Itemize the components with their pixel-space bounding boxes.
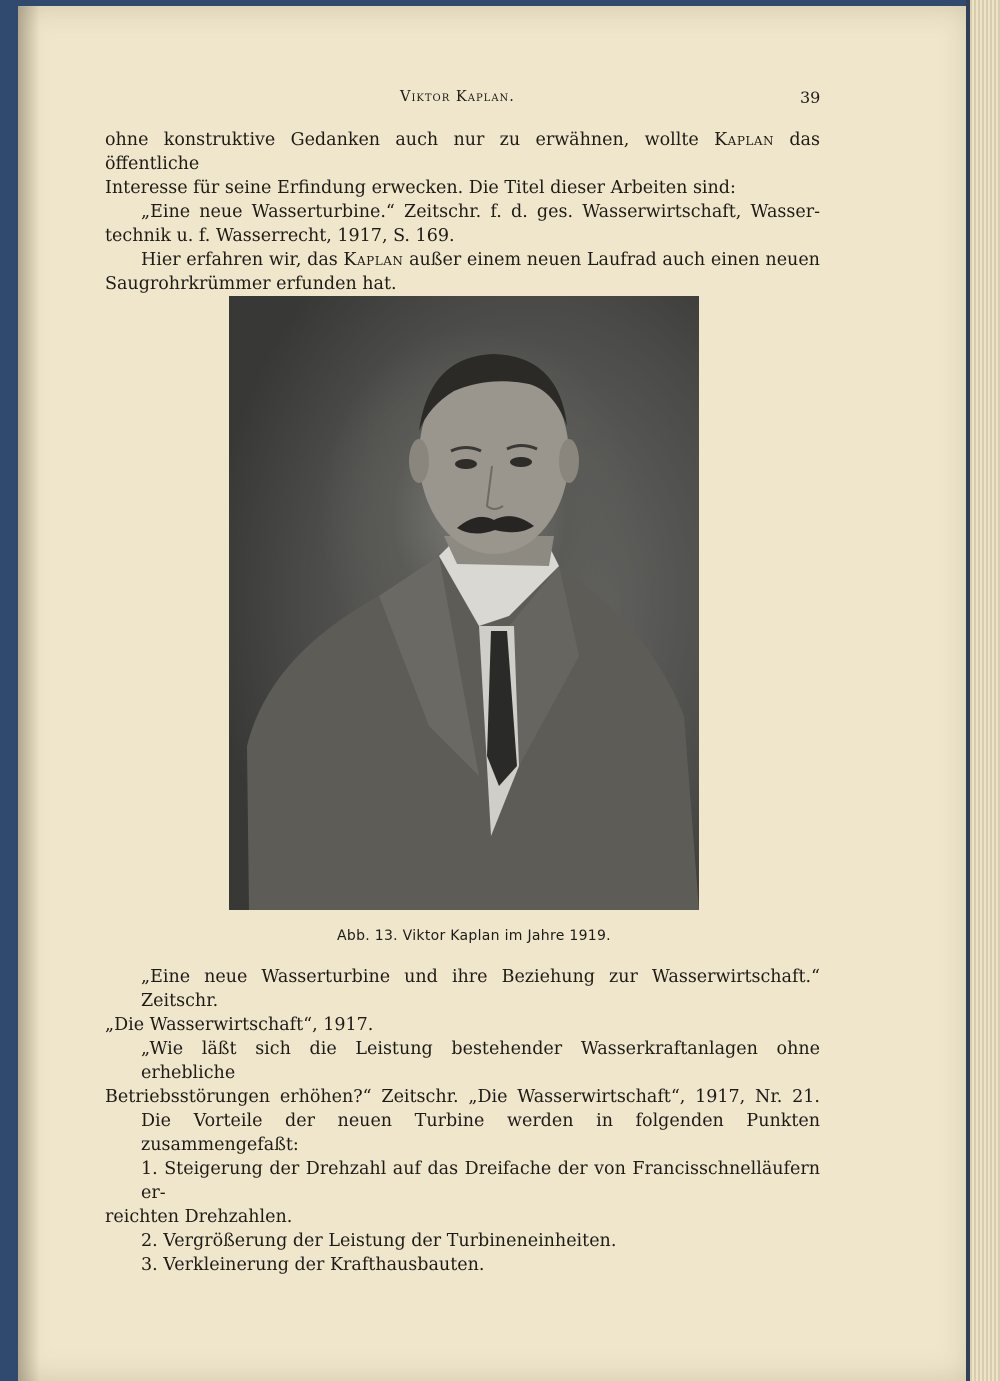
name-kaplan: Kaplan <box>714 130 775 150</box>
text-line: Die Vorteile der neuen Turbine werden in folgenden Punkten zusammengefaßt: <box>141 1111 820 1155</box>
portrait-photo <box>229 296 699 910</box>
text-line: Interesse für seine Erfindung erwecken. Die Titel dieser Arbeiten sind: <box>105 178 736 198</box>
text-line: „Die Wasserwirtschaft“, 1917. <box>105 1015 374 1035</box>
page-edges <box>970 0 1000 1381</box>
name-kaplan: Kaplan <box>343 250 404 270</box>
text-line: „Eine neue Wasserturbine und ihre Beziehung zur Wasserwirtschaft.“ Zeitschr. <box>141 967 820 1011</box>
list-item-1: 1. Steigerung der Drehzahl auf das Dreifache der von Francisschnelläufern er- <box>141 1159 820 1203</box>
paragraph-top <box>105 128 820 296</box>
text-line: reichten Drehzahlen. <box>105 1207 293 1227</box>
text-line: ohne konstruktive Gedanken auch nur zu erwähnen, wollte Kaplan das öffentliche <box>105 130 820 174</box>
list-item-3: 3. Verkleinerung der Krafthausbauten. <box>141 1255 485 1275</box>
text-line: Betriebsstörungen erhöhen?“ Zeitschr. „Die Wasserwirtschaft“, 1917, Nr. 21. <box>105 1087 820 1107</box>
text-line: „Eine neue Wasserturbine.“ Zeitschr. f. d. ges. Wasserwirtschaft, Wasser- <box>141 202 820 222</box>
spine-shadow <box>18 6 40 1381</box>
figure-caption: Abb. 13. Viktor Kaplan im Jahre 1919. <box>337 928 611 944</box>
text-line: technik u. f. Wasserrecht, 1917, S. 169. <box>105 226 455 246</box>
running-title: Viktor Kaplan. <box>400 89 515 105</box>
text-line: „Wie läßt sich die Leistung bestehender Wasserkraftanlagen ohne erhebliche <box>141 1039 820 1083</box>
paragraph-bottom <box>105 965 820 1277</box>
text-line: Saugrohrkrümmer erfunden hat. <box>105 274 397 294</box>
list-item-2: 2. Vergrößerung der Leistung der Turbineneinheiten. <box>141 1231 617 1251</box>
page-number: 39 <box>800 88 821 107</box>
portrait-illustration <box>229 296 699 910</box>
text-line: Hier erfahren wir, das Kaplan außer einem neuen Laufrad auch einen neuen <box>141 250 820 270</box>
